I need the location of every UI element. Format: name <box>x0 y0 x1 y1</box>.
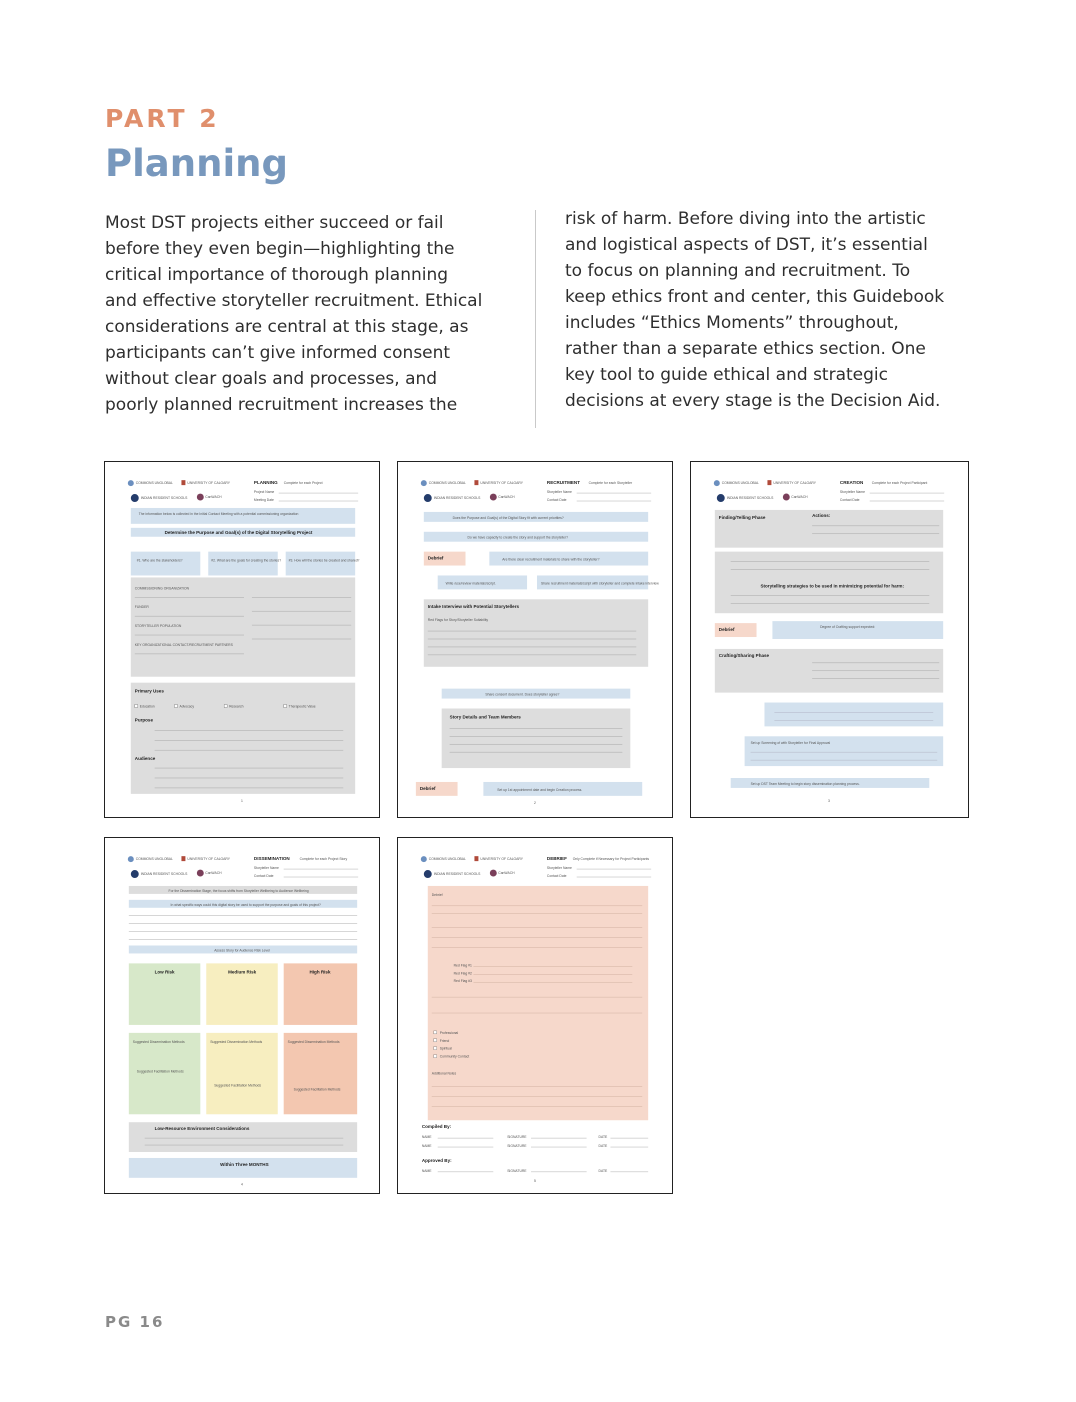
intro-text: The information below is collected in the Initial Contact Meeting with a potential commissioning organization <box>138 511 299 516</box>
form-title: DEBRIEF <box>546 856 567 862</box>
intro-line: considerations are central at this stage, as <box>105 317 469 337</box>
intro-line: without clear goals and processes, and <box>105 369 438 389</box>
low-resource-label: Low-Resource Environment Considerations <box>154 1126 250 1132</box>
form-subtitle: Complete for each Project <box>283 481 323 486</box>
risk-level-high: High Risk <box>309 969 331 975</box>
question: In what specific ways could this digital story be used to support the purpose and goals of this project? <box>170 902 321 907</box>
label: Purpose <box>134 717 153 723</box>
creation-form-page <box>691 462 968 817</box>
signature-label: SIGNATURE <box>507 1144 527 1149</box>
field-label: Contact Date <box>546 874 567 879</box>
step: Are there clear recruitment materials to share with the storyteller? <box>502 557 600 562</box>
column-divider <box>535 210 536 428</box>
risk-level-medium: Medium Risk <box>228 969 257 975</box>
label: Red Flag #1 <box>453 963 472 968</box>
field-label: Contact Date <box>546 498 567 503</box>
phase-label: Crafting/Sharing Phase <box>718 652 770 658</box>
intro-line: Most DST projects either succeed or fail <box>105 213 444 233</box>
intro-line: critical importance of thorough planning <box>105 265 449 285</box>
methods-label: Suggested Facilitation Methods <box>214 1083 262 1088</box>
logo-canwach: CanWACH <box>205 495 222 500</box>
form-title: DISSEMINATION <box>253 856 290 862</box>
logo-canwach: CanWACH <box>205 871 222 876</box>
logo-commons: COMMONS UNGLOBAL <box>428 481 466 486</box>
label: Audience <box>134 756 156 762</box>
step: Red Flags for Story/Storyteller Suitability <box>427 618 489 623</box>
methods-label: Suggested Dissemination Methods <box>210 1039 263 1044</box>
option: Research <box>229 704 244 709</box>
logo-commons: COMMONS UNGLOBAL <box>428 857 466 862</box>
form-logos <box>421 480 524 502</box>
option: Education <box>139 704 155 709</box>
field-label: Storyteller Name <box>546 490 572 495</box>
name-label: NAME <box>421 1144 432 1149</box>
panel-title: Debrief <box>431 892 443 897</box>
label: Professional <box>439 1030 459 1035</box>
logo-irs: INDIAN RESIDENT SCHOOLS <box>140 872 188 877</box>
logo-commons: COMMONS UNGLOBAL <box>721 481 759 486</box>
logo-canwach: CanWACH <box>791 495 808 500</box>
form-logos <box>128 856 231 878</box>
logo-commons: COMMONS UNGLOBAL <box>135 481 173 486</box>
label: Set up Screening of with Storyteller for Final Approval <box>750 741 831 746</box>
form-logos <box>128 480 231 502</box>
creation-form-thumbnail[interactable] <box>690 461 969 818</box>
intro-line: before they even begin—highlighting the <box>105 239 455 259</box>
methods-label: Suggested Dissemination Methods <box>132 1039 185 1044</box>
label: Red Flag #2 <box>453 971 472 976</box>
form-subtitle: Complete for each Project Story <box>299 857 348 862</box>
option: Therapeutic Value <box>288 704 316 709</box>
field-label: Storyteller Name <box>546 866 572 871</box>
label: Set up DST Team Meeting to begin story dissemination planning process. <box>750 781 860 786</box>
logo-ucalgary: UNIVERSITY OF CALGARY <box>480 857 524 862</box>
thumbnail-page-number: 2 <box>534 800 536 805</box>
methods-label: Suggested Facilitation Methods <box>136 1069 184 1074</box>
logo-ucalgary: UNIVERSITY OF CALGARY <box>480 481 524 486</box>
intro-line: to focus on planning and recruitment. To <box>565 261 911 281</box>
intro-line: risk of harm. Before diving into the artistic <box>565 209 926 229</box>
label: Degree of Crafting support expected: <box>820 625 876 630</box>
step: Write /use/review materials/script. <box>445 581 496 586</box>
logo-canwach: CanWACH <box>498 495 515 500</box>
planning-form-page <box>105 462 379 817</box>
name-label: NAME <box>421 1135 432 1140</box>
section-title: Planning <box>105 142 288 185</box>
logo-ucalgary: UNIVERSITY OF CALGARY <box>187 481 231 486</box>
intro-line: poorly planned recruitment increases the <box>105 395 458 415</box>
page-number: PG 16 <box>105 1313 165 1331</box>
debrief-label: Debrief <box>427 555 444 561</box>
question-1: #1. Who are the stakeholders? <box>136 558 183 563</box>
debrief-form-page <box>398 838 672 1193</box>
date-label: DATE <box>598 1135 608 1140</box>
step: Share recruitment materials/script with storyteller and complete intake interview <box>540 581 659 586</box>
debrief-form-thumbnail[interactable] <box>397 837 673 1194</box>
field-label: Storyteller Name <box>839 490 865 495</box>
intake-panel <box>424 599 648 667</box>
logo-commons: COMMONS UNGLOBAL <box>135 857 173 862</box>
recruitment-form-thumbnail[interactable] <box>397 461 673 818</box>
signature-label: SIGNATURE <box>507 1168 527 1173</box>
risk-level-low: Low Risk <box>154 969 175 975</box>
step: Does the Purpose and Goal(s) of the Digital Story fit with current priorities? <box>452 515 564 520</box>
thumbnail-page-number: 1 <box>241 798 243 803</box>
compiled-by-label: Compiled By: <box>421 1124 452 1130</box>
logo-ucalgary: UNIVERSITY OF CALGARY <box>773 481 817 486</box>
thumbnail-page-number: 3 <box>828 798 830 803</box>
logo-canwach: CanWACH <box>498 871 515 876</box>
uses-panel <box>131 683 355 794</box>
label: Additional Notes <box>431 1071 457 1076</box>
label: Actions: <box>812 512 831 518</box>
form-subtitle: Complete for each Project Participant <box>871 481 928 486</box>
form-title: PLANNING <box>253 480 278 486</box>
logo-irs: INDIAN RESIDENT SCHOOLS <box>726 496 774 501</box>
form-logos <box>421 856 524 878</box>
form-subtitle: Only Complete if Necessary for Project Participants <box>572 857 650 862</box>
field-label: Project Name <box>253 490 275 495</box>
label: STORYTELLER POPULATION <box>134 624 182 629</box>
dissemination-form-page <box>105 838 379 1193</box>
dissemination-form-thumbnail[interactable] <box>104 837 380 1194</box>
intro-line: and effective storyteller recruitment. Ethical <box>105 291 483 311</box>
label: Storytelling strategies to be used in minimizing potential for harm: <box>760 583 904 589</box>
logo-ucalgary: UNIVERSITY OF CALGARY <box>187 857 231 862</box>
label: Red Flag #3 <box>453 979 472 984</box>
step: Story Details and Team Members <box>449 714 521 720</box>
signature-label: SIGNATURE <box>507 1135 527 1140</box>
approved-by-label: Approved By: <box>421 1157 452 1163</box>
date-label: DATE <box>598 1144 608 1149</box>
field-label: Meeting Date <box>253 498 274 503</box>
field-label: Storyteller Name <box>253 866 279 871</box>
logo-irs: INDIAN RESIDENT SCHOOLS <box>433 872 481 877</box>
label: FUNDER <box>134 605 149 610</box>
methods-label: Suggested Facilitation Methods <box>293 1087 341 1092</box>
label: Friend <box>439 1038 450 1043</box>
intro-column-right <box>565 206 975 414</box>
debrief-label: Debrief <box>718 627 735 633</box>
step: Share consent document. Does storyteller agree? <box>485 692 560 697</box>
logo-irs: INDIAN RESIDENT SCHOOLS <box>433 496 481 501</box>
intro-line: key tool to guide ethical and strategic <box>565 365 888 385</box>
thumbnail-page-number: 5 <box>534 1178 536 1183</box>
label: Primary Uses <box>134 688 164 694</box>
intro-column-left <box>105 210 515 418</box>
form-title: RECRUITMENT <box>546 480 581 486</box>
field-label: Contact Date <box>253 874 274 879</box>
intro-line: rather than a separate ethics section. One <box>565 339 926 359</box>
intro-line: participants can’t give informed consent <box>105 343 451 363</box>
within-three-months-label: Within Three MONTHS <box>220 1161 269 1167</box>
form-subtitle: Complete for each Storyteller <box>588 481 633 486</box>
debrief-label: Debrief <box>419 785 436 791</box>
form-title: CREATION <box>839 480 864 486</box>
part-label: PART 2 <box>105 104 220 133</box>
intro-text: For the Dissemination Stage, the focus shifts from Storyteller Wellbeing to Audience Wellbeing <box>168 888 309 893</box>
logo-irs: INDIAN RESIDENT SCHOOLS <box>140 496 188 501</box>
question-3: #3. How will the stories be created and shared? <box>288 558 360 563</box>
step: Intake Interview with Potential Storytellers <box>427 604 520 610</box>
planning-form-thumbnail[interactable] <box>104 461 380 818</box>
step: Do we have capacity to create the story and support the storyteller? <box>467 535 568 540</box>
option: Advocacy <box>179 704 195 709</box>
intro-line: and logistical aspects of DST, it’s essential <box>565 235 928 255</box>
question-2: #2. What are the goals for creating the stories? <box>211 558 282 563</box>
label: KEY ORGANIZATIONAL CONTACT/RECRUITMENT PARTNERS <box>134 642 233 647</box>
form-logos <box>714 480 817 502</box>
risk-heading: Assess Story for Audience Risk Level <box>214 948 270 953</box>
label: Spiritual <box>439 1046 452 1051</box>
debrief-panel <box>428 886 648 1120</box>
intro-line: includes “Ethics Moments” throughout, <box>565 313 899 333</box>
intro-line: keep ethics front and center, this Guidebook <box>565 287 945 307</box>
intro-line: decisions at every stage is the Decision Aid. <box>565 391 941 411</box>
date-label: DATE <box>598 1168 608 1173</box>
label: COMMISSIONING ORGANIZATION <box>134 586 190 591</box>
section-heading: Determine the Purpose and Goal(s) of the Digital Storytelling Project <box>164 529 313 535</box>
name-label: NAME <box>421 1168 432 1173</box>
label: Community Contact <box>439 1054 470 1059</box>
step: Set up 1st appointment date and begin Creation process. <box>497 787 583 792</box>
recruitment-form-page <box>398 462 672 817</box>
thumbnail-page-number: 4 <box>241 1182 243 1187</box>
methods-label: Suggested Dissemination Methods <box>287 1039 340 1044</box>
field-label: Contact Date <box>839 498 860 502</box>
phase-label: Finding/Telling Phase <box>718 514 766 520</box>
